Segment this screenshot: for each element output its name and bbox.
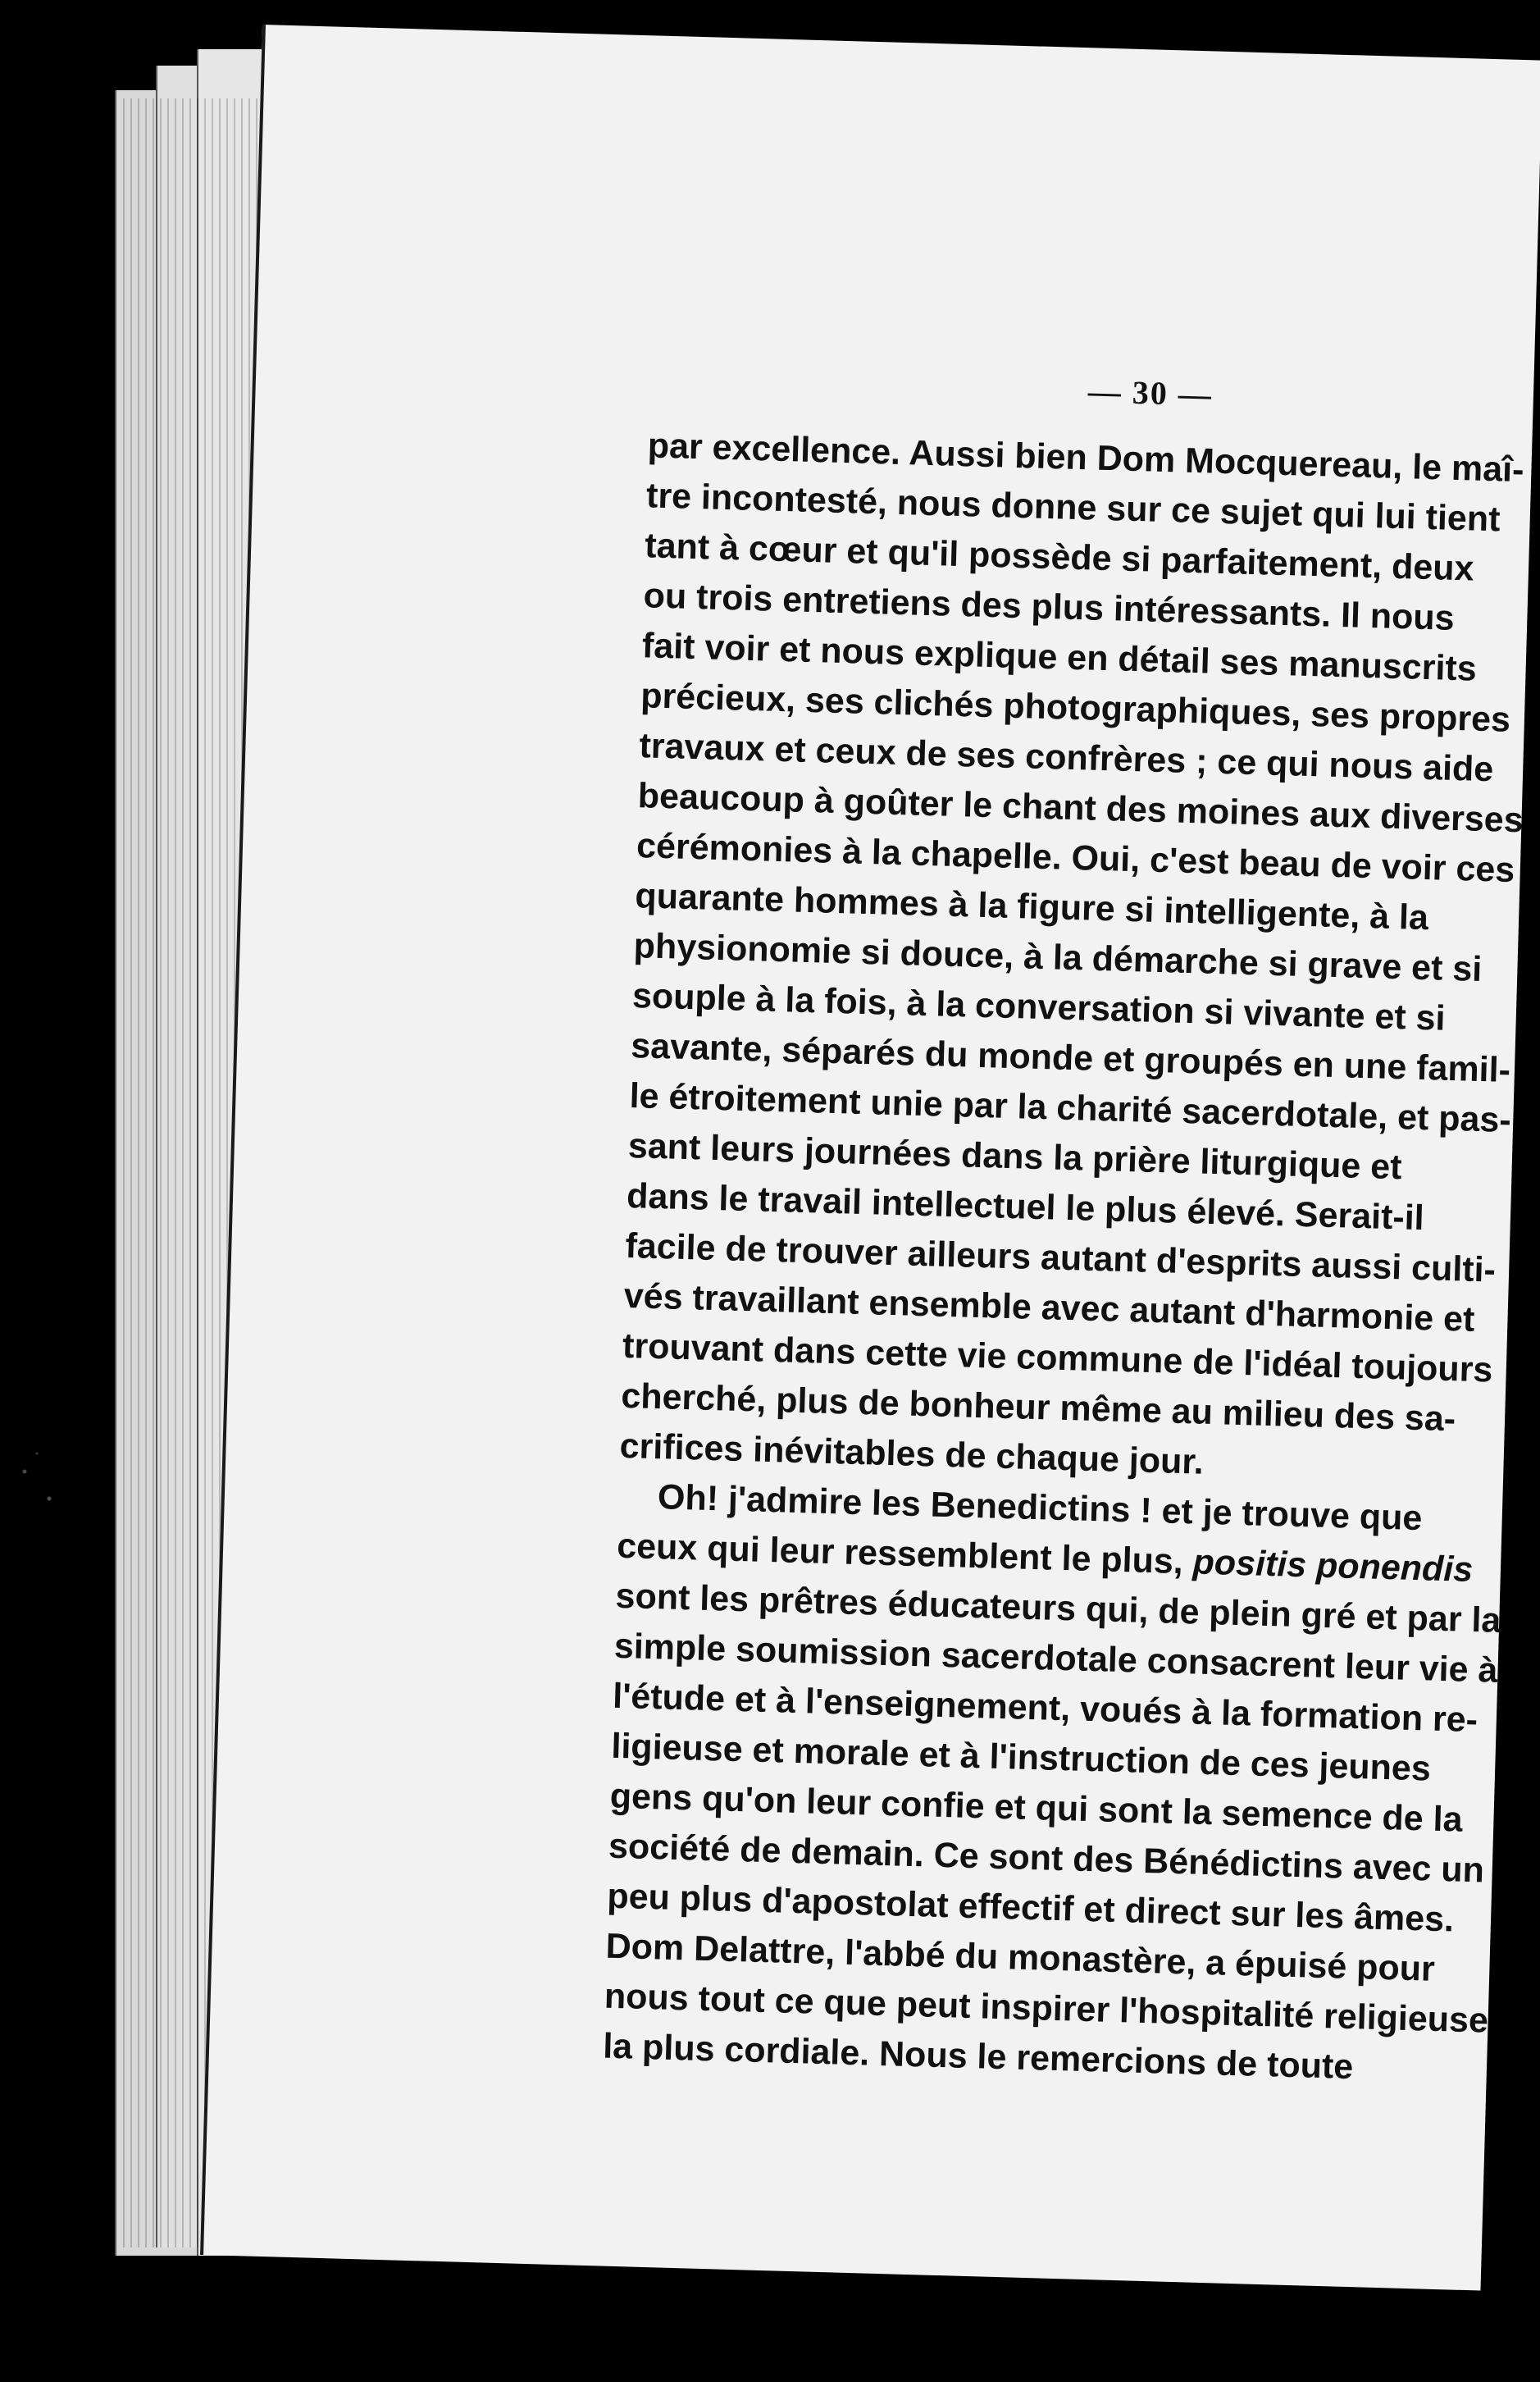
page-number: — 30 — xyxy=(1087,372,1214,413)
text-line: tre incontesté, nous donne sur ce sujet qui lui tient xyxy=(645,476,1501,540)
text-line: sant leurs journées dans la prière liturgique et xyxy=(627,1125,1403,1188)
text-line: tant à cœur et qu'il possède si parfaitement, deux xyxy=(644,526,1475,589)
text-line: précieux, ses clichés photographiques, ses propres xyxy=(640,676,1511,740)
text-line: par excellence. Aussi bien Dom Mocquereau, le maî- xyxy=(647,426,1525,491)
text-line: nous tout ce que peut inspirer l'hospitalité religieuse xyxy=(604,1976,1489,2041)
text-line: vés travaillant ensemble avec autant d'harmonie et xyxy=(623,1275,1476,1339)
text-line: crifices inévitables de chaque jour. xyxy=(619,1426,1205,1482)
text-segment: ceux qui leur ressemblent le plus, xyxy=(616,1526,1194,1582)
text-line: facile de trouver ailleurs autant d'esprits aussi culti- xyxy=(624,1225,1497,1290)
text-line: gens qu'on leur confie et qui sont la semence de la xyxy=(609,1776,1464,1840)
text-line: le étroitement unie par la charité sacerdotale, et pas- xyxy=(629,1076,1512,1141)
text-line: travaux et ceux de ses confrères ; ce qui nous aide xyxy=(638,726,1494,790)
text-line: société de demain. Ce sont des Bénédictins avec un xyxy=(608,1826,1485,1891)
text-line: souple à la fois, à la conversation si vivante et si xyxy=(631,976,1447,1038)
text-line: fait voir et nous explique en détail ses manuscrits xyxy=(641,626,1478,689)
italic-phrase: positis ponendis xyxy=(1192,1542,1474,1590)
text-line: cherché, plus de bonheur même au milieu des sa- xyxy=(620,1376,1456,1440)
text-line: ligieuse et morale et à l'instruction de ces jeunes xyxy=(610,1726,1432,1789)
text-line: trouvant dans cette vie commune de l'idéal toujours xyxy=(622,1326,1494,1390)
text-line: dans le travail intellectuel le plus élevé. Serait-il xyxy=(626,1175,1425,1239)
text-line: l'étude et à l'enseignement, voués à la formation re- xyxy=(612,1676,1478,1741)
text-line: Dom Delattre, l'abbé du monastère, a épuisé pour xyxy=(605,1926,1436,1989)
text-line: physionomie si douce, à la démarche si grave et si xyxy=(633,926,1483,989)
text-line: Oh! j'admire les Benedictins ! et je trouve que xyxy=(657,1477,1423,1539)
text-line: quarante hommes à la figure si intelligente, à la xyxy=(634,876,1429,938)
text-line: cérémonies à la chapelle. Oui, c'est beau de voir ces xyxy=(636,826,1515,891)
text-line: sont les prêtres éducateurs qui, de plein gré et par la xyxy=(615,1576,1502,1640)
text-line: beaucoup à goûter le chant des moines aux diverses xyxy=(637,776,1524,841)
body-text xyxy=(602,421,1540,2097)
text-line: ou trois entretiens des plus intéressants. Il nous xyxy=(643,576,1456,638)
text-line: peu plus d'apostolat effectif et direct sur les âmes. xyxy=(606,1876,1455,1940)
text-line: simple soumission sacerdotale consacrent leur vie à xyxy=(613,1626,1499,1691)
scan-artifact xyxy=(0,1435,82,1526)
text-line: savante, séparés du monde et groupés en une famil- xyxy=(630,1026,1511,1090)
book-page xyxy=(200,25,1540,2291)
text-line: la plus cordiale. Nous le remercions de toute xyxy=(602,2026,1354,2088)
